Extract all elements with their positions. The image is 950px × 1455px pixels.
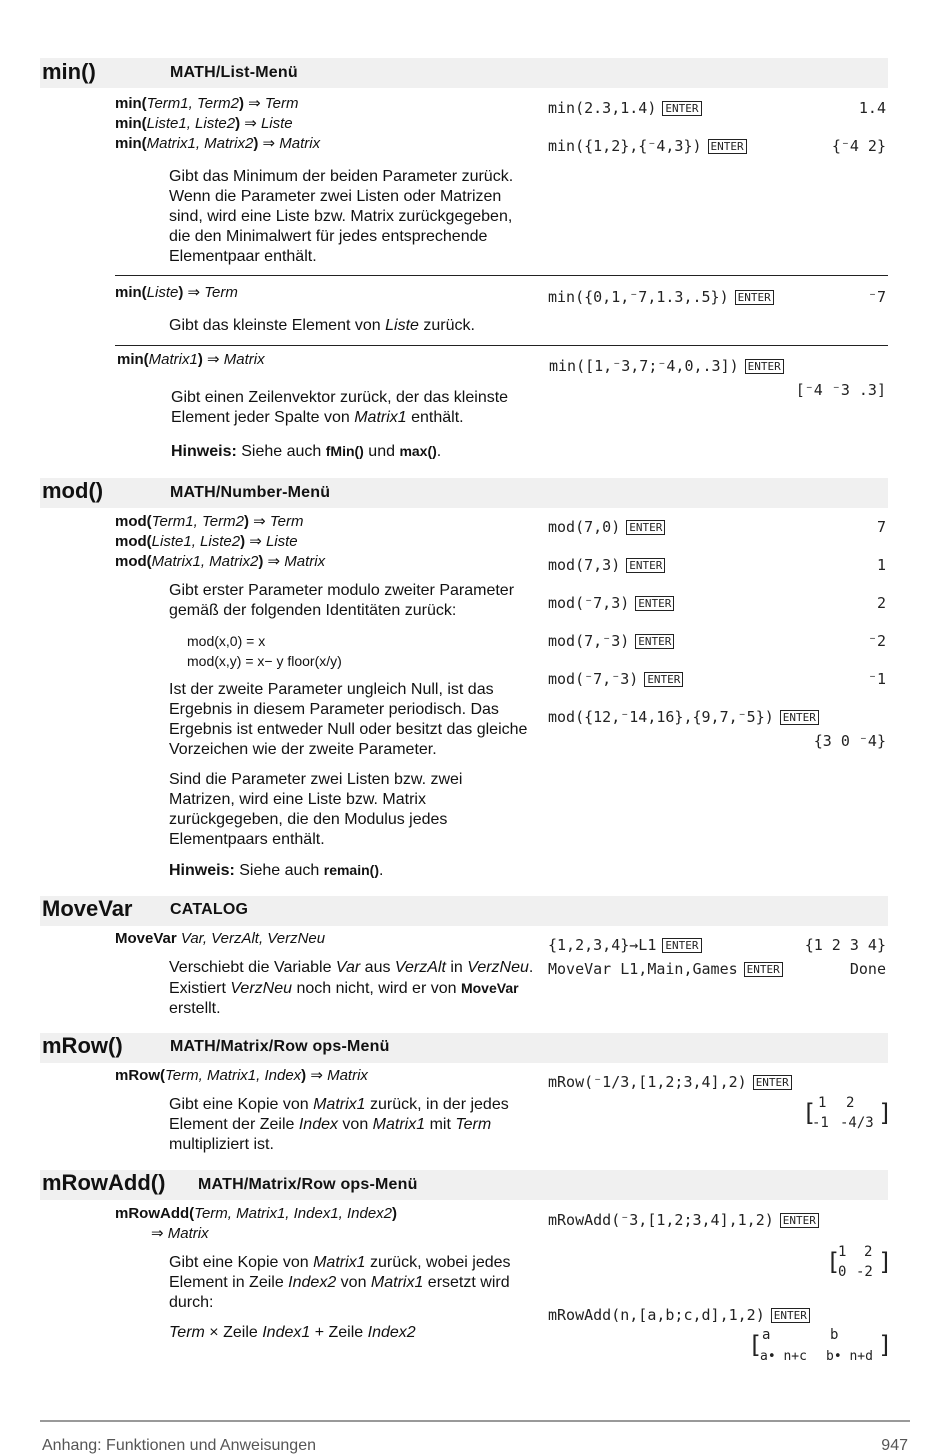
- enter-key-icon: ENTER: [708, 139, 747, 154]
- example-input: min([1,⁻3,7;⁻4,0,.3]) ENTER: [549, 357, 784, 375]
- example-result: 7: [876, 518, 886, 536]
- enter-key-icon: ENTER: [635, 596, 674, 611]
- example-result: {⁻4 2}: [831, 137, 886, 155]
- function-title: min(): [42, 59, 96, 84]
- example-input: min(2.3,1.4) ENTER: [548, 99, 702, 117]
- enter-key-icon: ENTER: [745, 359, 784, 374]
- example-result: ⁻2: [867, 632, 886, 650]
- footer-title: Anhang: Funktionen und Anweisungen: [42, 1437, 316, 1454]
- menu-path: MATH/List-Menü: [170, 64, 298, 81]
- example-result: ⁻7: [867, 288, 886, 306]
- example-result: {3 0 ⁻4}: [813, 732, 886, 750]
- enter-key-icon: ENTER: [780, 710, 819, 725]
- formula: Term × Zeile Index1 + Zeile Index2: [169, 1324, 416, 1341]
- description: Gibt eine Kopie von Matrix1 zurück, wobei jedes Element in Zeile Index2 von Matrix1 ersetzt wird durch:: [169, 1254, 511, 1311]
- result-matrix: [ 1 2 -1 -4/3 ]: [802, 1095, 893, 1131]
- identity: mod(x,0) = x: [187, 633, 266, 649]
- section-header-bar: [40, 478, 888, 508]
- function-title: mod(): [42, 478, 104, 503]
- enter-key-icon: ENTER: [744, 962, 783, 977]
- hint: Hinweis: Siehe auch remain().: [169, 862, 384, 879]
- enter-key-icon: ENTER: [644, 672, 683, 687]
- example-input: {1,2,3,4}→L1 ENTER: [548, 936, 702, 954]
- syntax-block: mRowAdd(Term, Matrix1, Index1, Index2) ⇒ Matrix: [115, 1205, 398, 1242]
- identity: mod(x,y) = x− y floor(x/y): [187, 653, 342, 669]
- example-input: mod(7,⁻3) ENTER: [548, 632, 674, 650]
- example-input: mod(7,3) ENTER: [548, 556, 665, 574]
- example-result: ⁻1: [867, 670, 886, 688]
- section-header-bar: [40, 1170, 888, 1200]
- function-title: MoveVar: [42, 896, 133, 921]
- description: Gibt erster Parameter modulo zweiter Parameter gemäß der folgenden Identitäten zurück:: [169, 582, 515, 619]
- example-input: MoveVar L1,Main,Games ENTER: [548, 960, 783, 978]
- description: Sind die Parameter zwei Listen bzw. zwei Matrizen, wird eine Liste bzw. Matrix zurückgegeben, die den Modulus jedes Elementpaars enthält.: [169, 771, 463, 848]
- syntax-block: min(Matrix1) ⇒ Matrix: [117, 351, 265, 368]
- syntax-block: min(Term1, Term2) ⇒ Term min(Liste1, Liste2) ⇒ Liste min(Matrix1, Matrix2) ⇒ Matrix: [115, 95, 321, 152]
- enter-key-icon: ENTER: [780, 1213, 819, 1228]
- function-title: mRowAdd(): [42, 1170, 166, 1195]
- section-header-bar: [40, 1033, 888, 1063]
- description: Ist der zweite Parameter ungleich Null, ist das Ergebnis in diesem Parameter periodisch. Das Ergebnis ist entweder Null oder besitzt das gleiche Vorzeichen wie der zweite Parameter.: [169, 681, 528, 758]
- menu-path: MATH/Matrix/Row ops-Menü: [198, 1176, 418, 1193]
- syntax-block: MoveVar Var, VerzAlt, VerzNeu: [115, 930, 326, 947]
- menu-path: MATH/Number-Menü: [170, 484, 331, 501]
- example-input: mRowAdd(n,[a,b;c,d],1,2) ENTER: [548, 1306, 810, 1324]
- example-input: mod(⁻7,3) ENTER: [548, 594, 674, 612]
- example-result: {1 2 3 4}: [804, 936, 886, 954]
- section-header-bar: [40, 896, 888, 926]
- enter-key-icon: ENTER: [771, 1308, 810, 1323]
- example-input: mRowAdd(⁻3,[1,2;3,4],1,2) ENTER: [548, 1211, 819, 1229]
- function-title: mRow(): [42, 1033, 123, 1058]
- enter-key-icon: ENTER: [735, 290, 774, 305]
- description: Gibt das kleinste Element von Liste zurück.: [169, 317, 475, 334]
- example-input: mod(7,0) ENTER: [548, 518, 665, 536]
- hint: Hinweis: Siehe auch fMin() und max().: [171, 443, 442, 460]
- enter-key-icon: ENTER: [626, 520, 665, 535]
- menu-path: CATALOG: [170, 901, 249, 918]
- description: Verschiebt die Variable Var aus VerzAlt in VerzNeu. Existiert VerzNeu noch nicht, wird er von MoveVar erstellt.: [169, 959, 534, 1017]
- enter-key-icon: ENTER: [753, 1075, 792, 1090]
- example-result: 1.4: [858, 99, 886, 117]
- description: Gibt eine Kopie von Matrix1 zurück, in der jedes Element der Zeile Index von Matrix1 mit Term multipliziert ist.: [169, 1096, 509, 1153]
- example-input: min({0,1,⁻7,1.3,.5}) ENTER: [548, 288, 774, 306]
- syntax-block: mod(Term1, Term2) ⇒ Term mod(Liste1, Liste2) ⇒ Liste mod(Matrix1, Matrix2) ⇒ Matrix: [115, 513, 326, 570]
- enter-key-icon: ENTER: [662, 101, 701, 116]
- result-matrix: [ a b a• n+c b• n+d ]: [748, 1327, 893, 1364]
- syntax-block: mRow(Term, Matrix1, Index) ⇒ Matrix: [115, 1067, 368, 1084]
- enter-key-icon: ENTER: [635, 634, 674, 649]
- example-result: [⁻4 ⁻3 .3]: [795, 381, 886, 399]
- syntax-block: min(Liste) ⇒ Term: [115, 284, 238, 301]
- result-matrix: [ 1 2 0 -2 ]: [826, 1244, 893, 1280]
- example-result: Done: [849, 960, 886, 978]
- description: Gibt das Minimum der beiden Parameter zurück. Wenn die Parameter zwei Listen oder Matrizen sind, wird eine Liste bzw. Matrix zurückgegeben, die den Minimalwert für jedes entsprechende Elementpaar enthält.: [169, 168, 514, 265]
- description: Gibt einen Zeilenvektor zurück, der das kleinste Element jeder Spalte von Matrix1 enthält.: [171, 389, 509, 426]
- divider: [115, 345, 888, 346]
- example-result: 2: [876, 594, 886, 612]
- menu-path: MATH/Matrix/Row ops-Menü: [170, 1038, 390, 1055]
- example-result: 1: [876, 556, 886, 574]
- enter-key-icon: ENTER: [662, 938, 701, 953]
- example-input: min({1,2},{⁻4,3}) ENTER: [548, 137, 747, 155]
- enter-key-icon: ENTER: [626, 558, 665, 573]
- footer-rule: [40, 1420, 910, 1422]
- section-header-bar: [40, 58, 888, 88]
- example-input: mRow(⁻1/3,[1,2;3,4],2) ENTER: [548, 1073, 792, 1091]
- example-input: mod(⁻7,⁻3) ENTER: [548, 670, 683, 688]
- page-number: 947: [881, 1437, 908, 1454]
- example-input: mod({12,⁻14,16},{9,7,⁻5}) ENTER: [548, 708, 819, 726]
- divider: [115, 275, 888, 276]
